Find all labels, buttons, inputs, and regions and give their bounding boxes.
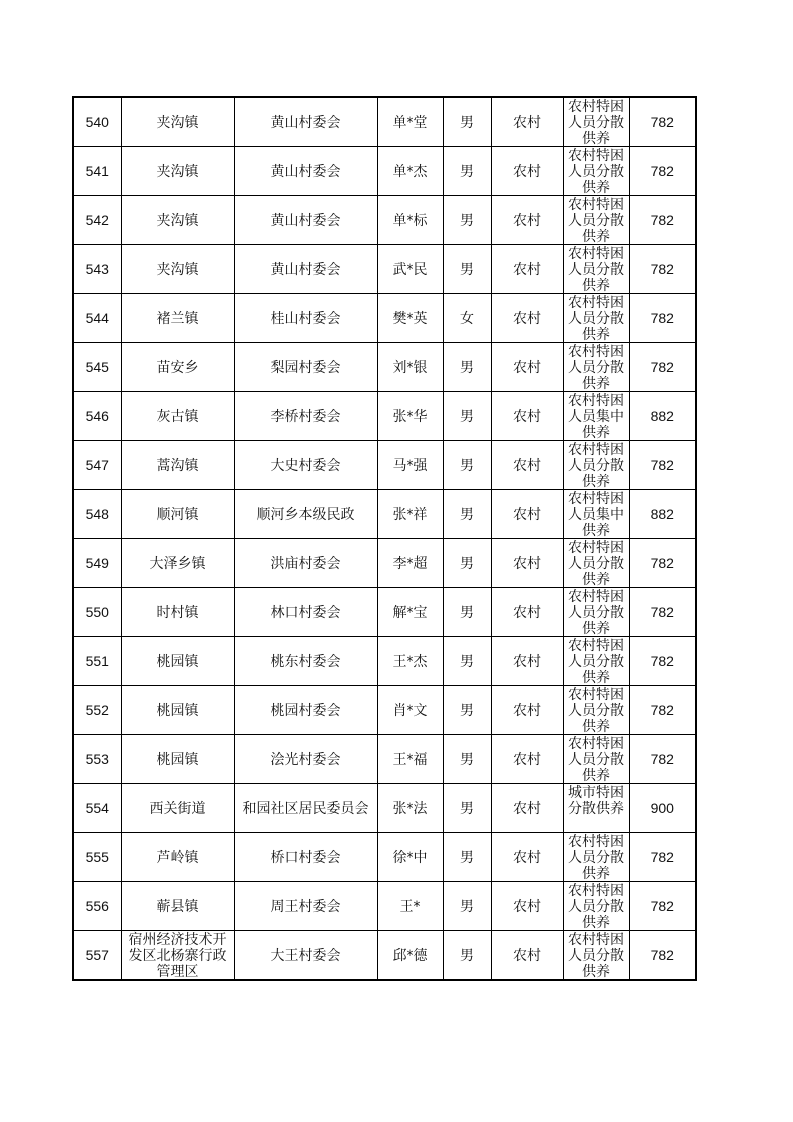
person-name-cell: 刘*银 bbox=[377, 343, 443, 392]
gender-cell: 女 bbox=[443, 294, 491, 343]
town-cell bbox=[121, 343, 234, 392]
town-cell bbox=[121, 931, 234, 981]
amount-cell: 782 bbox=[629, 343, 696, 392]
table-row bbox=[73, 931, 696, 981]
town-cell bbox=[121, 539, 234, 588]
town-cell bbox=[121, 686, 234, 735]
village-cell: 黄山村委会 bbox=[234, 97, 377, 147]
amount-cell: 782 bbox=[629, 441, 696, 490]
support-category-cell bbox=[563, 686, 629, 735]
gender-cell: 男 bbox=[443, 196, 491, 245]
gender-cell: 男 bbox=[443, 931, 491, 981]
village-cell: 林口村委会 bbox=[234, 588, 377, 637]
town-text: 蕲县镇 bbox=[156, 898, 199, 915]
person-name-cell: 武*民 bbox=[377, 245, 443, 294]
support-category-text: 农村特困人员分散供养 bbox=[568, 197, 624, 244]
gender-cell: 男 bbox=[443, 588, 491, 637]
gender-cell: 男 bbox=[443, 245, 491, 294]
support-category-cell bbox=[563, 735, 629, 784]
amount-cell: 782 bbox=[629, 931, 696, 981]
residence-type-cell: 农村 bbox=[491, 833, 563, 882]
town-text: 宿州经济技术开发区北杨寨行政管理区 bbox=[128, 932, 227, 979]
gender-cell: 男 bbox=[443, 686, 491, 735]
person-name-cell: 王* bbox=[377, 882, 443, 931]
town-cell bbox=[121, 196, 234, 245]
table-body bbox=[73, 97, 696, 980]
amount-cell: 782 bbox=[629, 588, 696, 637]
support-category-text: 农村特困人员分散供养 bbox=[568, 736, 624, 783]
village-cell: 浍光村委会 bbox=[234, 735, 377, 784]
table-row bbox=[73, 343, 696, 392]
amount-cell: 782 bbox=[629, 147, 696, 196]
table-row bbox=[73, 196, 696, 245]
village-cell: 周王村委会 bbox=[234, 882, 377, 931]
support-category-text: 农村特困人员分散供养 bbox=[568, 932, 624, 979]
support-category-cell bbox=[563, 931, 629, 981]
support-category-cell bbox=[563, 441, 629, 490]
table-row bbox=[73, 392, 696, 441]
support-category-cell bbox=[563, 392, 629, 441]
gender-cell: 男 bbox=[443, 441, 491, 490]
residence-type-cell: 农村 bbox=[491, 490, 563, 539]
person-name-cell: 樊*英 bbox=[377, 294, 443, 343]
village-cell: 顺河乡本级民政 bbox=[234, 490, 377, 539]
village-cell: 大王村委会 bbox=[234, 931, 377, 981]
support-category-text: 农村特困人员分散供养 bbox=[568, 442, 624, 489]
town-text: 灰古镇 bbox=[156, 408, 199, 425]
town-cell bbox=[121, 147, 234, 196]
support-category-text: 农村特困人员分散供养 bbox=[568, 344, 624, 391]
row-number-cell: 544 bbox=[73, 294, 121, 343]
village-cell: 和园社区居民委员会 bbox=[234, 784, 377, 833]
table-row bbox=[73, 147, 696, 196]
table-row bbox=[73, 833, 696, 882]
amount-cell: 900 bbox=[629, 784, 696, 833]
gender-cell: 男 bbox=[443, 784, 491, 833]
table-row bbox=[73, 490, 696, 539]
support-category-text: 农村特困人员分散供养 bbox=[568, 246, 624, 293]
residence-type-cell: 农村 bbox=[491, 539, 563, 588]
person-name-cell: 王*杰 bbox=[377, 637, 443, 686]
person-name-cell: 解*宝 bbox=[377, 588, 443, 637]
beneficiary-table bbox=[72, 96, 697, 981]
support-category-text: 农村特困人员分散供养 bbox=[568, 883, 624, 930]
support-category-text: 农村特困人员分散供养 bbox=[568, 99, 624, 146]
person-name-cell: 张*华 bbox=[377, 392, 443, 441]
town-text: 夹沟镇 bbox=[156, 163, 199, 180]
town-text: 桃园镇 bbox=[156, 653, 199, 670]
row-number-cell: 541 bbox=[73, 147, 121, 196]
amount-cell: 882 bbox=[629, 392, 696, 441]
row-number-cell: 556 bbox=[73, 882, 121, 931]
row-number-cell: 546 bbox=[73, 392, 121, 441]
residence-type-cell: 农村 bbox=[491, 97, 563, 147]
gender-cell: 男 bbox=[443, 637, 491, 686]
gender-cell: 男 bbox=[443, 97, 491, 147]
village-cell: 桥口村委会 bbox=[234, 833, 377, 882]
table-row bbox=[73, 637, 696, 686]
amount-cell: 782 bbox=[629, 196, 696, 245]
row-number-cell: 547 bbox=[73, 441, 121, 490]
gender-cell: 男 bbox=[443, 392, 491, 441]
support-category-cell bbox=[563, 539, 629, 588]
person-name-cell: 张*祥 bbox=[377, 490, 443, 539]
table-row bbox=[73, 539, 696, 588]
residence-type-cell: 农村 bbox=[491, 882, 563, 931]
town-text: 桃园镇 bbox=[156, 751, 199, 768]
support-category-cell bbox=[563, 588, 629, 637]
row-number-cell: 555 bbox=[73, 833, 121, 882]
village-cell: 李桥村委会 bbox=[234, 392, 377, 441]
person-name-cell: 单*标 bbox=[377, 196, 443, 245]
town-cell bbox=[121, 735, 234, 784]
table-row bbox=[73, 294, 696, 343]
table-row bbox=[73, 97, 696, 147]
residence-type-cell: 农村 bbox=[491, 784, 563, 833]
row-number-cell: 554 bbox=[73, 784, 121, 833]
row-number-cell: 553 bbox=[73, 735, 121, 784]
town-text: 时村镇 bbox=[156, 604, 199, 621]
town-cell bbox=[121, 245, 234, 294]
person-name-cell: 邱*德 bbox=[377, 931, 443, 981]
town-text: 夹沟镇 bbox=[156, 212, 199, 229]
residence-type-cell: 农村 bbox=[491, 294, 563, 343]
village-cell: 桃园村委会 bbox=[234, 686, 377, 735]
person-name-cell: 单*堂 bbox=[377, 97, 443, 147]
amount-cell: 782 bbox=[629, 882, 696, 931]
support-category-text: 农村特困人员分散供养 bbox=[568, 638, 624, 685]
village-cell: 桂山村委会 bbox=[234, 294, 377, 343]
town-text: 夹沟镇 bbox=[156, 114, 199, 131]
town-cell bbox=[121, 392, 234, 441]
residence-type-cell: 农村 bbox=[491, 147, 563, 196]
person-name-cell: 单*杰 bbox=[377, 147, 443, 196]
gender-cell: 男 bbox=[443, 490, 491, 539]
support-category-text: 城市特困分散供养 bbox=[568, 785, 624, 817]
residence-type-cell: 农村 bbox=[491, 637, 563, 686]
village-cell: 黄山村委会 bbox=[234, 196, 377, 245]
amount-cell: 782 bbox=[629, 245, 696, 294]
row-number-cell: 549 bbox=[73, 539, 121, 588]
support-category-cell bbox=[563, 882, 629, 931]
residence-type-cell: 农村 bbox=[491, 343, 563, 392]
table-row bbox=[73, 441, 696, 490]
gender-cell: 男 bbox=[443, 735, 491, 784]
row-number-cell: 543 bbox=[73, 245, 121, 294]
support-category-text: 农村特困人员分散供养 bbox=[568, 540, 624, 587]
town-text: 芦岭镇 bbox=[156, 849, 199, 866]
residence-type-cell: 农村 bbox=[491, 735, 563, 784]
amount-cell: 782 bbox=[629, 735, 696, 784]
town-text: 顺河镇 bbox=[156, 506, 199, 523]
village-cell: 梨园村委会 bbox=[234, 343, 377, 392]
town-cell bbox=[121, 294, 234, 343]
town-cell bbox=[121, 637, 234, 686]
gender-cell: 男 bbox=[443, 147, 491, 196]
amount-cell: 782 bbox=[629, 97, 696, 147]
amount-cell: 782 bbox=[629, 833, 696, 882]
support-category-cell bbox=[563, 97, 629, 147]
row-number-cell: 540 bbox=[73, 97, 121, 147]
town-cell bbox=[121, 784, 234, 833]
support-category-cell bbox=[563, 245, 629, 294]
table-row bbox=[73, 686, 696, 735]
row-number-cell: 545 bbox=[73, 343, 121, 392]
village-cell: 洪庙村委会 bbox=[234, 539, 377, 588]
support-category-cell bbox=[563, 343, 629, 392]
town-cell bbox=[121, 97, 234, 147]
support-category-text: 农村特困人员分散供养 bbox=[568, 834, 624, 881]
town-text: 西关街道 bbox=[149, 800, 206, 817]
support-category-cell bbox=[563, 490, 629, 539]
gender-cell: 男 bbox=[443, 539, 491, 588]
row-number-cell: 542 bbox=[73, 196, 121, 245]
village-cell: 黄山村委会 bbox=[234, 147, 377, 196]
person-name-cell: 肖*文 bbox=[377, 686, 443, 735]
person-name-cell: 马*强 bbox=[377, 441, 443, 490]
support-category-text: 农村特困人员分散供养 bbox=[568, 589, 624, 636]
town-text: 夹沟镇 bbox=[156, 261, 199, 278]
gender-cell: 男 bbox=[443, 833, 491, 882]
table-row bbox=[73, 245, 696, 294]
row-number-cell: 552 bbox=[73, 686, 121, 735]
town-cell bbox=[121, 441, 234, 490]
row-number-cell: 550 bbox=[73, 588, 121, 637]
amount-cell: 782 bbox=[629, 539, 696, 588]
table-row bbox=[73, 735, 696, 784]
person-name-cell: 王*福 bbox=[377, 735, 443, 784]
town-cell bbox=[121, 588, 234, 637]
amount-cell: 782 bbox=[629, 294, 696, 343]
village-cell: 黄山村委会 bbox=[234, 245, 377, 294]
support-category-cell bbox=[563, 784, 629, 833]
gender-cell: 男 bbox=[443, 882, 491, 931]
support-category-text: 农村特困人员分散供养 bbox=[568, 295, 624, 342]
residence-type-cell: 农村 bbox=[491, 441, 563, 490]
support-category-text: 农村特困人员分散供养 bbox=[568, 687, 624, 734]
table-row bbox=[73, 882, 696, 931]
residence-type-cell: 农村 bbox=[491, 392, 563, 441]
support-category-cell bbox=[563, 196, 629, 245]
residence-type-cell: 农村 bbox=[491, 686, 563, 735]
support-category-text: 农村特困人员分散供养 bbox=[568, 148, 624, 195]
support-category-cell bbox=[563, 833, 629, 882]
residence-type-cell: 农村 bbox=[491, 196, 563, 245]
town-text: 褚兰镇 bbox=[156, 310, 199, 327]
person-name-cell: 李*超 bbox=[377, 539, 443, 588]
village-cell: 大史村委会 bbox=[234, 441, 377, 490]
amount-cell: 882 bbox=[629, 490, 696, 539]
town-cell bbox=[121, 882, 234, 931]
residence-type-cell: 农村 bbox=[491, 245, 563, 294]
support-category-text: 农村特困人员集中供养 bbox=[568, 491, 624, 538]
town-cell bbox=[121, 833, 234, 882]
amount-cell: 782 bbox=[629, 637, 696, 686]
support-category-cell bbox=[563, 294, 629, 343]
residence-type-cell: 农村 bbox=[491, 931, 563, 981]
support-category-text: 农村特困人员集中供养 bbox=[568, 393, 624, 440]
town-text: 蒿沟镇 bbox=[156, 457, 199, 474]
person-name-cell: 徐*中 bbox=[377, 833, 443, 882]
town-text: 桃园镇 bbox=[156, 702, 199, 719]
table-row bbox=[73, 784, 696, 833]
residence-type-cell: 农村 bbox=[491, 588, 563, 637]
table-row bbox=[73, 588, 696, 637]
person-name-cell: 张*法 bbox=[377, 784, 443, 833]
town-text: 苗安乡 bbox=[156, 359, 199, 376]
row-number-cell: 548 bbox=[73, 490, 121, 539]
row-number-cell: 551 bbox=[73, 637, 121, 686]
village-cell: 桃东村委会 bbox=[234, 637, 377, 686]
support-category-cell bbox=[563, 147, 629, 196]
town-cell bbox=[121, 490, 234, 539]
amount-cell: 782 bbox=[629, 686, 696, 735]
row-number-cell: 557 bbox=[73, 931, 121, 981]
support-category-cell bbox=[563, 637, 629, 686]
gender-cell: 男 bbox=[443, 343, 491, 392]
town-text: 大泽乡镇 bbox=[149, 555, 206, 572]
